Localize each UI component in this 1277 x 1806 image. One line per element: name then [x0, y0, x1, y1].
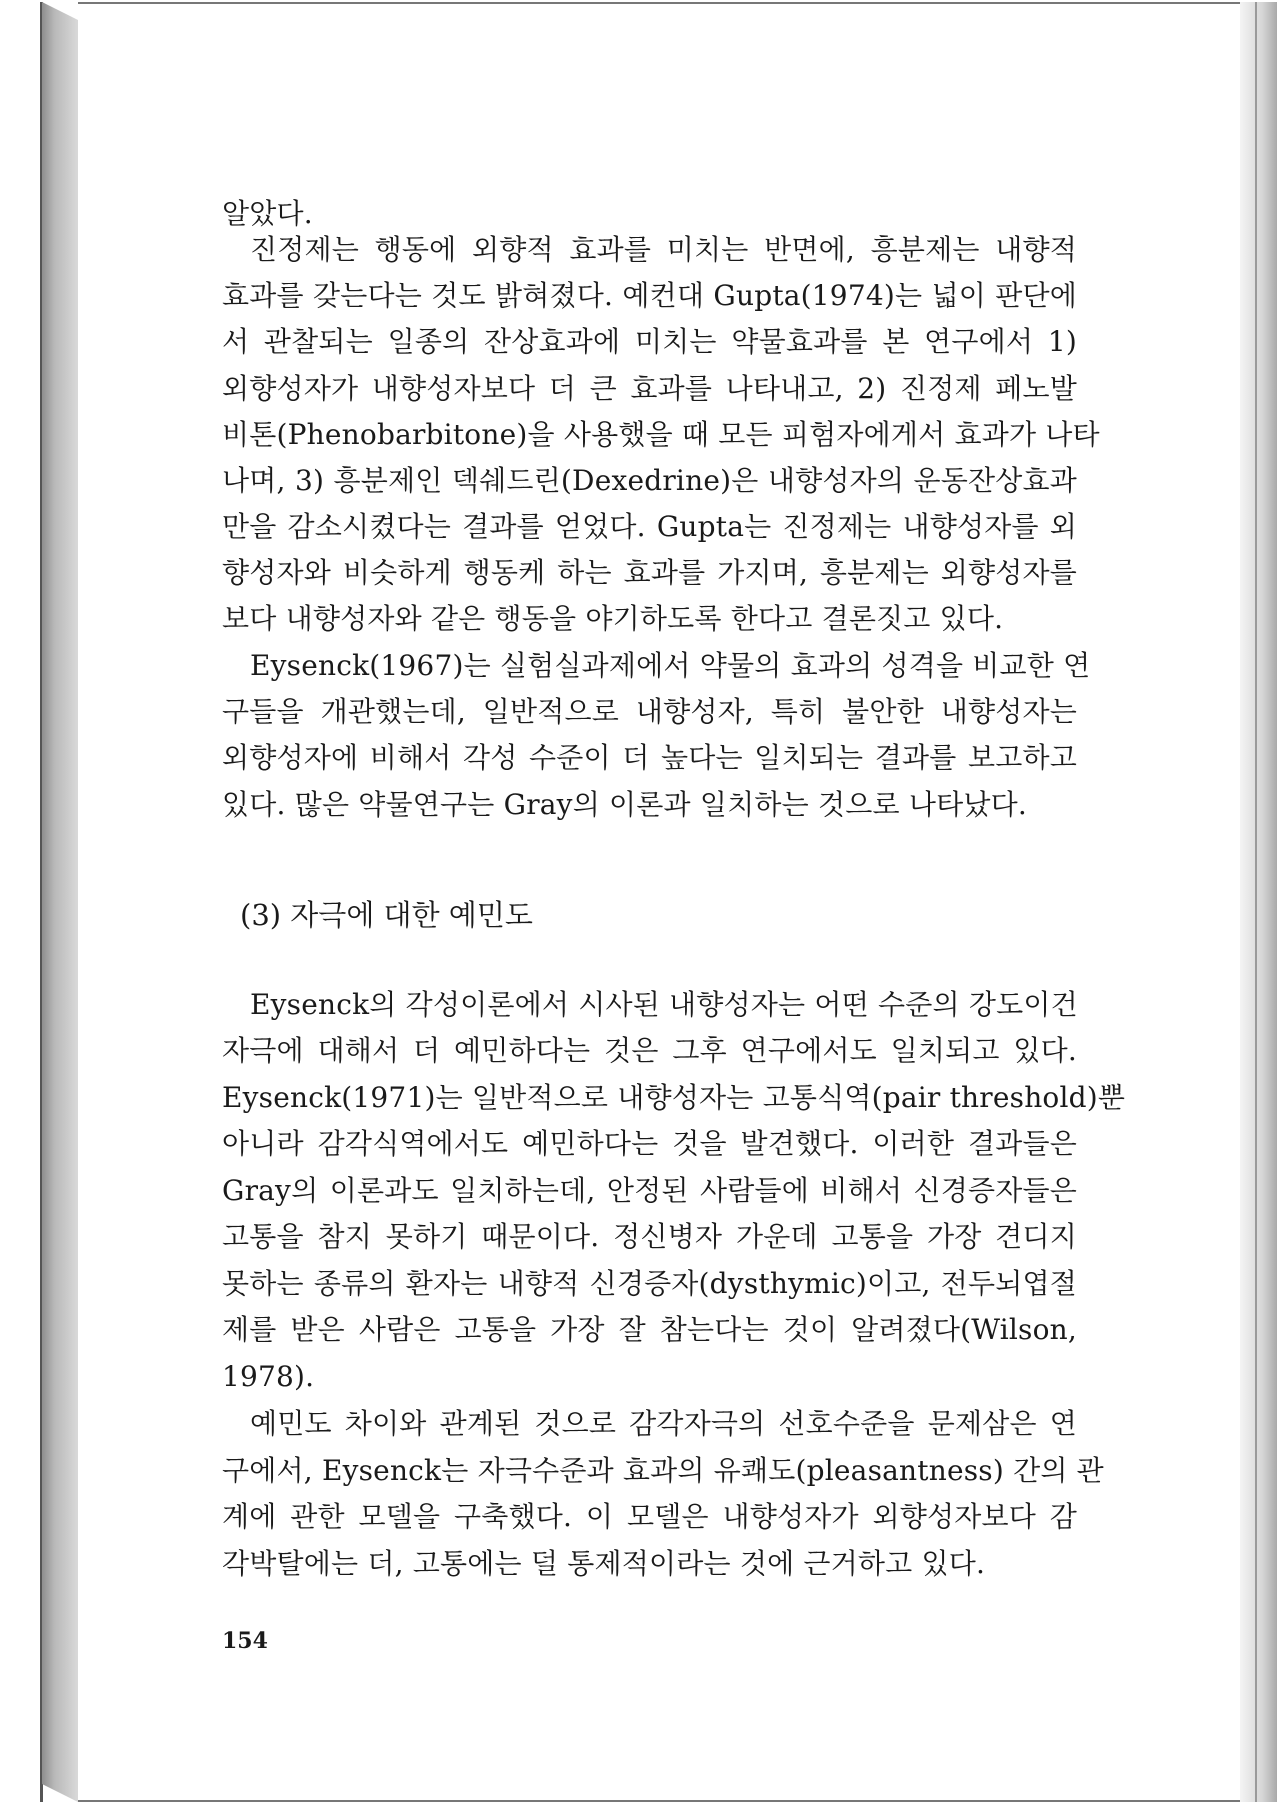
text-line: Eysenck(1967)는 실험실과제에서 약물의 효과의 성격을 비교한 연 [250, 649, 1091, 682]
text-line: 만을 감소시켰다는 결과를 얻었다. Gupta는 진정제는 내향성자를 외 [222, 510, 1077, 543]
text-line: 비톤(Phenobarbitone)을 사용했을 때 모든 피험자에게서 효과가 나타 [222, 418, 1100, 451]
text-line: 효과를 갖는다는 것도 밝혀졌다. 예컨대 Gupta(1974)는 넓이 판단에 [222, 279, 1077, 312]
text-line: 있다. 많은 약물연구는 Gray의 이론과 일치하는 것으로 나타났다. [222, 788, 1027, 821]
text-line: 예민도 차이와 관계된 것으로 감각자극의 선호수준을 문제삼은 연 [250, 1407, 1077, 1440]
text-line: 알았다. [222, 197, 313, 230]
page-right-shadow [1240, 2, 1277, 1802]
text-line: 외향성자가 내향성자보다 더 큰 효과를 나타내고, 2) 진정제 페노발 [222, 372, 1077, 405]
text-line: 서 관찰되는 일종의 잔상효과에 미치는 약물효과를 본 연구에서 1) [222, 325, 1077, 358]
text-line: 구들을 개관했는데, 일반적으로 내향성자, 특히 불안한 내향성자는 [222, 695, 1077, 728]
text-line: 못하는 종류의 환자는 내향적 신경증자(dysthymic)이고, 전두뇌엽절 [222, 1267, 1077, 1300]
text-line: 고통을 참지 못하기 때문이다. 정신병자 가운데 고통을 가장 견디지 [222, 1220, 1077, 1253]
page-number: 154 [222, 1628, 268, 1654]
section-heading: (3) 자극에 대한 예민도 [240, 898, 533, 932]
text-line: 보다 내향성자와 같은 행동을 야기하도록 한다고 결론짓고 있다. [222, 602, 1004, 635]
text-line: 계에 관한 모델을 구축했다. 이 모델은 내향성자가 외향성자보다 감 [222, 1500, 1077, 1533]
text-line: 구에서, Eysenck는 자극수준과 효과의 유쾌도(pleasantness) 간의 관 [222, 1454, 1104, 1487]
text-line: Eysenck(1971)는 일반적으로 내향성자는 고통식역(pair threshold)뿐 [222, 1081, 1126, 1114]
text-line: 나며, 3) 흥분제인 덱쉐드린(Dexedrine)은 내향성자의 운동잔상효과 [222, 464, 1077, 497]
text-line: Gray의 이론과도 일치하는데, 안정된 사람들에 비해서 신경증자들은 [222, 1174, 1077, 1207]
text-line: Eysenck의 각성이론에서 시사된 내향성자는 어떤 수준의 강도이건 [250, 988, 1078, 1021]
text-line: 향성자와 비슷하게 행동케 하는 효과를 가지며, 흥분제는 외향성자를 [222, 556, 1077, 589]
text-line: 아니라 감각식역에서도 예민하다는 것을 발견했다. 이러한 결과들은 [222, 1127, 1077, 1160]
text-line: 1978). [222, 1360, 315, 1393]
book-spine [42, 2, 78, 1802]
page-right-edge [1255, 2, 1257, 1802]
text-line: 각박탈에는 더, 고통에는 덜 통제적이라는 것에 근거하고 있다. [222, 1547, 986, 1580]
text-line: 자극에 대해서 더 예민하다는 것은 그후 연구에서도 일치되고 있다. [222, 1034, 1077, 1067]
text-line: 외향성자에 비해서 각성 수준이 더 높다는 일치되는 결과를 보고하고 [222, 741, 1077, 774]
text-line: 진정제는 행동에 외향적 효과를 미치는 반면에, 흥분제는 내향적 [250, 233, 1077, 266]
text-line: 제를 받은 사람은 고통을 가장 잘 참는다는 것이 알려졌다(Wilson, [222, 1313, 1077, 1346]
